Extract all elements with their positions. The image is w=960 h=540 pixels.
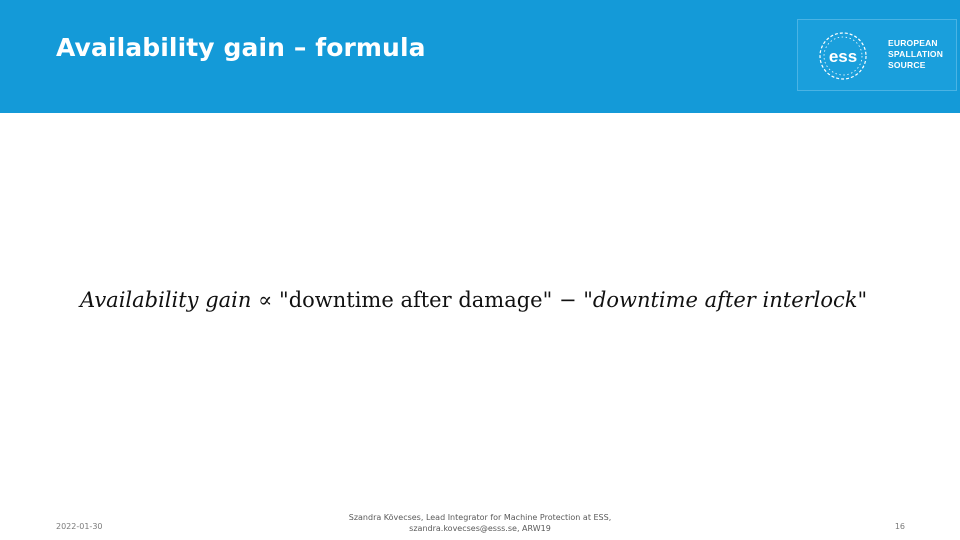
availability-formula: [80, 288, 867, 312]
footer-date: 2022-01-30: [56, 522, 103, 531]
ess-logo-text: [888, 38, 943, 71]
formula-minus: −: [558, 288, 577, 312]
slide-title: Availability gain – formula: [56, 33, 426, 62]
page-number: 16: [894, 522, 905, 531]
logo-line-3: SOURCE: [888, 60, 926, 70]
ess-logo-icon: [814, 28, 872, 84]
footer-author-line-2: szandra.kovecses@esss.se, ARW19: [409, 524, 551, 533]
footer-author-line-1: Szandra Kövecses, Lead Integrator for Machine Protection at ESS,: [348, 513, 612, 522]
formula-proportional-symbol: ∝: [258, 288, 273, 312]
ess-logo: [797, 19, 957, 91]
footer-author: [300, 512, 660, 534]
svg-text:ess: ess: [828, 47, 858, 66]
logo-line-2: SPALLATION: [888, 49, 944, 59]
formula-term-interlock: "downtime after interlock": [583, 288, 868, 312]
logo-line-1: EUROPEAN: [888, 38, 938, 48]
formula-term-damage: "downtime after damage": [279, 288, 553, 312]
formula-lhs: Availability gain: [80, 288, 252, 312]
